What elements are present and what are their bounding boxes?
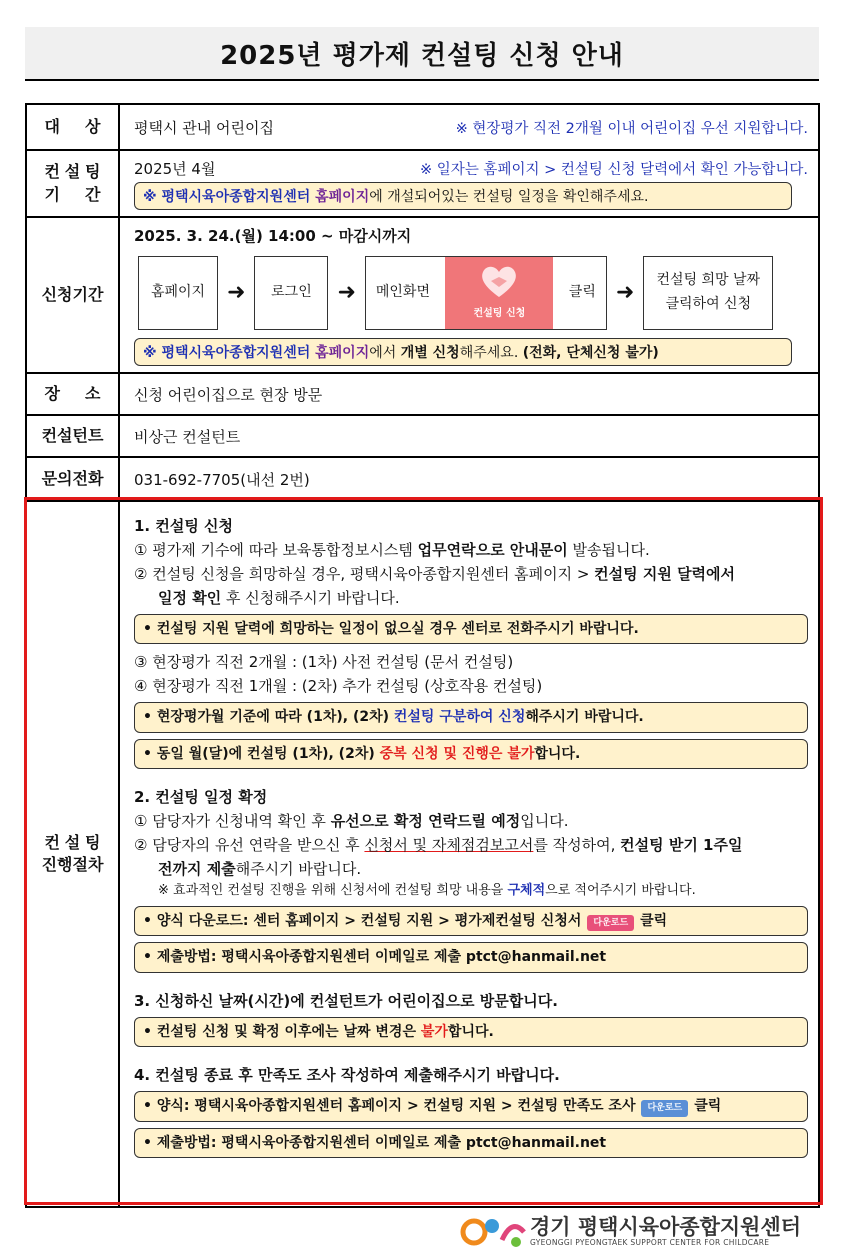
label-proc-2: 설 <box>64 832 81 852</box>
label-place-b: 소 <box>85 383 101 403</box>
note-box: • 컨설팅 신청 및 확정 이후에는 날짜 변경은 불가합니다. <box>134 1017 808 1047</box>
note-box: • 컨설팅 지원 달력에 희망하는 일정이 없으실 경우 센터로 전화주시기 바랍니다. <box>134 614 808 644</box>
period-value: 2025년 4월 <box>134 159 216 178</box>
note-box: • 양식: 평택시육아종합지원센터 홈페이지 > 컨설팅 지원 > 컨설팅 만족도 조사 다운로드 클릭 <box>134 1091 808 1121</box>
row-consultant <box>26 415 819 457</box>
section-3-title: 3. 신청하신 날짜(시간)에 컨설턴트가 어린이집으로 방문합니다. <box>134 991 558 1010</box>
schedule-line: ③ 현장평가 직전 2개월 : (1차) 사전 컨설팅 (문서 컨설팅) <box>134 653 514 672</box>
target-value: 평택시 관내 어린이집 <box>134 118 274 137</box>
label-period-2: 설 <box>64 162 81 182</box>
arrow-icon: ➜ <box>615 280 635 305</box>
label-target-b: 상 <box>85 116 101 136</box>
period-info-box: ※ 평택시육아종합지원센터 홈페이지에 개설되어있는 컨설팅 일정을 확인해주세요. <box>134 182 792 210</box>
section-1-title: 1. 컨설팅 신청 <box>134 517 234 535</box>
flow-step-main: 메인화면 컨설팅 신청 클릭 <box>365 256 607 330</box>
section-4-title: 4. 컨설팅 종료 후 만족도 조사 작성하여 제출해주시기 바랍니다. <box>134 1066 560 1085</box>
period-note: ※ 일자는 홈페이지 > 컨설팅 신청 달력에서 확인 가능합니다. <box>420 161 808 178</box>
flow-step-login: 로그인 <box>254 256 328 330</box>
note-box: • 동일 월(달)에 컨설팅 (1차), (2차) 중복 신청 및 진행은 불가합니다. <box>134 739 808 769</box>
flow-step-date: 컨설팅 희망 날짜 클릭하여 신청 <box>643 256 773 330</box>
center-logo-icon <box>460 1212 530 1252</box>
heart-handshake-icon <box>479 263 519 299</box>
label-apply: 신청기간 <box>26 217 119 373</box>
download-button[interactable]: 다운로드 <box>641 1100 688 1116</box>
label-period-5: 간 <box>85 184 101 204</box>
homepage-link[interactable]: 홈페이지 <box>315 188 370 205</box>
label-proc-1: 컨 <box>44 832 60 852</box>
row-target <box>26 104 819 150</box>
procedure-content: 1. 컨설팅 신청 ① 평가제 기수에 따라 보육통합정보시스템 업무연락으로 안내문이 발송됩니다. ② 컨설팅 신청을 희망하실 경우, 평택시육아종합지원센터 홈페이지 > 컨설팅 지원 달력에서 일정 확인 후 신청해주시기 바랍니다. • 컨설팅 지원 달력에 희망하는 일정이 없으실 경우 센터로 전화주시기 바랍니다. ③ 현장평가 직전 2개월 : (1차) 사전 컨설팅 (문서 컨설팅) ④ 현장평가 직전 1개월 : (2차) 추가 컨설팅 (상호작용 컨설팅) • 현장평가월 기준에 따라 (1차), (2차) 컨설팅 구분하여 신청해주시기 바랍니다. • 동일 월(달)에 컨설팅 (1차), (2차) 중복 신청 및 진행은 불가합니다. 2. 컨설팅 일정 확정 ① 담당자가 신청내역 확인 후 유선으로 확정 연락드릴 예정입니다. ② 담당자의 유선 연락을 받으신 후 신청서 및 자체점검보고서를 작성하여, 컨설팅 받기 1주일 전까지 제출해주시기 바랍니다. ※ 효과적인 컨설팅 진행을 위해 신청서에 컨설팅 희망 내용을 구체적으로 적어주시기 바랍니다. • 양식 다운로드: 센터 홈페이지 > 컨설팅 지원 > 평가제컨설팅 신청서 다운로드 클릭 • 제출방법: 평택시육아종합지원센터 이메일로 제출 ptct@hanmail.net 3. 신청하신 날짜(시간)에 컨설턴트가 어린이집으로 방문합니다. • 컨설팅 신청 및 확정 이후에는 날짜 변경은 불가합니다. 4. 컨설팅 종료 후 만족도 조사 작성하여 제출해주시기 바랍니다. • 양식: 평택시육아종합지원센터 홈페이지 > 컨설팅 지원 > 컨설팅 만족도 조사 다운로드 클릭 • 제출방법: 평택시육아종합지원센터 이메일로 제출 ptct@hanmail.net <box>119 501 819 1207</box>
section-2-title: 2. 컨설팅 일정 확정 <box>134 788 268 807</box>
label-target-a: 대 <box>44 116 60 136</box>
org-name: 경기 평택시육아종합지원센터 <box>530 1215 802 1239</box>
apply-info-box: ※ 평택시육아종합지원센터 홈페이지에서 개별 신청해주세요. (전화, 단체신청 불가) <box>134 338 792 366</box>
label-proc-3: 팅 <box>85 832 101 852</box>
phone-value: 031-692-7705(내선 2번) <box>119 457 819 501</box>
target-note: ※ 현장평가 직전 2개월 이내 어린이집 우선 지원합니다. <box>455 120 808 137</box>
homepage-link[interactable]: 홈페이지 <box>315 344 370 361</box>
note-box: • 제출방법: 평택시육아종합지원센터 이메일로 제출 ptct@hanmail.net <box>134 1128 808 1158</box>
apply-value: 2025. 3. 24.(월) 14:00 ~ 마감시까지 <box>134 226 412 245</box>
schedule-line: ④ 현장평가 직전 1개월 : (2차) 추가 컨설팅 (상호작용 컨설팅) <box>134 677 543 696</box>
note-box: • 현장평가월 기준에 따라 (1차), (2차) 컨설팅 구분하여 신청해주시기 바랍니다. <box>134 702 808 732</box>
consultant-value: 비상근 컨설턴트 <box>119 415 819 457</box>
consulting-banner[interactable]: 컨설팅 신청 <box>445 257 553 329</box>
label-consultant: 컨설턴트 <box>26 415 119 457</box>
row-procedure <box>26 501 819 1207</box>
row-place <box>26 373 819 415</box>
label-period-4: 기 <box>44 184 60 204</box>
label-place-a: 장 <box>44 383 60 403</box>
label-phone: 문의전화 <box>26 457 119 501</box>
label-proc-line2: 진행절차 <box>41 855 104 874</box>
info-table <box>25 103 820 1208</box>
place-value: 신청 어린이집으로 현장 방문 <box>119 373 819 415</box>
arrow-icon: ➜ <box>337 280 356 305</box>
arrow-icon: ➜ <box>227 280 246 305</box>
row-phone <box>26 457 819 501</box>
org-name-en: GYEONGGI PYEONGTAEK SUPPORT CENTER FOR CHILDCARE <box>530 1238 770 1247</box>
label-period-3: 팅 <box>85 162 101 182</box>
page-title: 2025년 평가제 컨설팅 신청 안내 <box>25 27 819 81</box>
label-period-1: 컨 <box>44 162 60 182</box>
footer-logo <box>460 1212 801 1252</box>
note-box: • 제출방법: 평택시육아종합지원센터 이메일로 제출 ptct@hanmail.net <box>134 942 808 972</box>
row-period <box>26 150 819 217</box>
note-box: • 양식 다운로드: 센터 홈페이지 > 컨설팅 지원 > 평가제컨설팅 신청서 다운로드 클릭 <box>134 906 808 936</box>
flow-step-homepage: 홈페이지 <box>138 256 218 330</box>
apply-flow <box>138 256 808 330</box>
download-button[interactable]: 다운로드 <box>587 915 634 931</box>
row-apply <box>26 217 819 373</box>
